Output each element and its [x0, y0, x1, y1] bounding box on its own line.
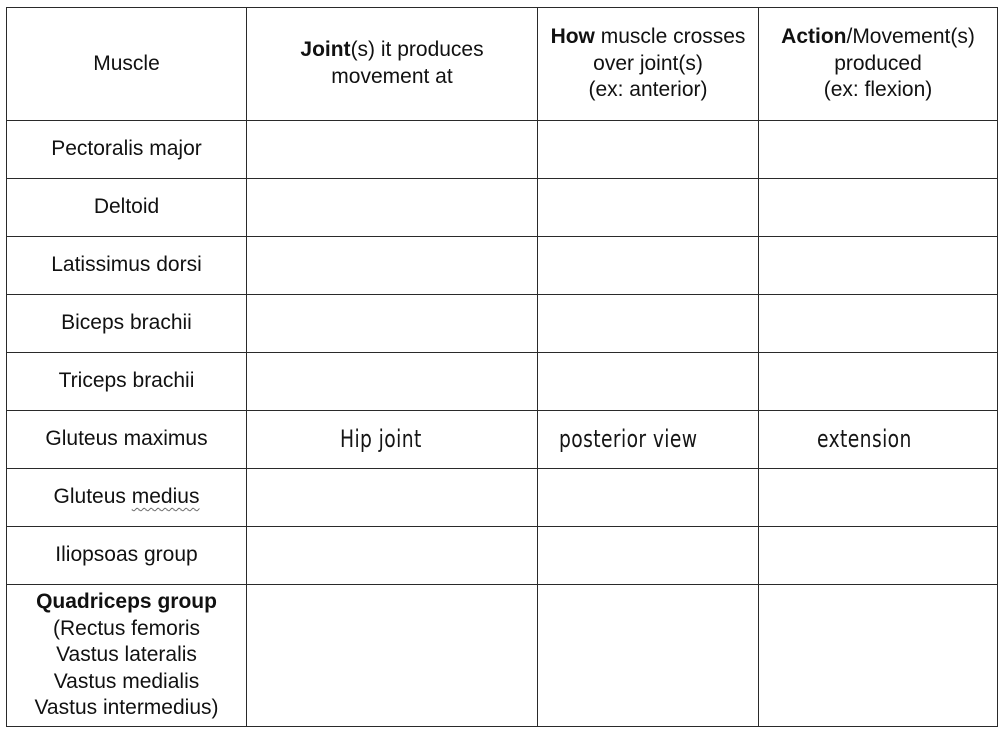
muscle-cell: Triceps brachii — [7, 353, 247, 411]
table-row — [7, 295, 998, 353]
how-cell[interactable] — [538, 121, 759, 179]
muscle-group-member: Vastus intermedius) — [34, 696, 219, 720]
action-cell[interactable] — [759, 179, 998, 237]
muscle-worksheet — [6, 7, 998, 727]
how-cell[interactable] — [538, 237, 759, 295]
header-action — [759, 8, 998, 121]
table-row — [7, 353, 998, 411]
how-cell[interactable] — [538, 527, 759, 585]
how-cell[interactable] — [538, 295, 759, 353]
header-muscle: Muscle — [7, 8, 247, 121]
how-cell[interactable] — [538, 411, 759, 469]
header-how-bold: How — [550, 25, 595, 49]
table-row — [7, 585, 998, 727]
muscle-table — [6, 7, 998, 727]
joint-cell[interactable] — [247, 121, 538, 179]
spellcheck-underlined-word: medius — [131, 485, 200, 509]
handwritten-answer: extension — [817, 425, 913, 454]
table-row — [7, 527, 998, 585]
joint-cell[interactable] — [247, 411, 538, 469]
joint-cell[interactable] — [247, 179, 538, 237]
table-row — [7, 411, 998, 469]
header-joint — [247, 8, 538, 121]
muscle-cell: Latissimus dorsi — [7, 237, 247, 295]
table-row — [7, 469, 998, 527]
table-row — [7, 237, 998, 295]
how-cell[interactable] — [538, 585, 759, 727]
muscle-cell: Pectoralis major — [7, 121, 247, 179]
action-cell[interactable] — [759, 121, 998, 179]
muscle-name-part: Gluteus — [53, 485, 132, 509]
table-row — [7, 179, 998, 237]
joint-cell[interactable] — [247, 353, 538, 411]
joint-cell[interactable] — [247, 295, 538, 353]
muscle-group-title: Quadriceps group — [36, 589, 217, 613]
muscle-cell — [7, 585, 247, 727]
header-row — [7, 8, 998, 121]
muscle-cell — [7, 469, 247, 527]
action-cell[interactable] — [759, 585, 998, 727]
how-cell[interactable] — [538, 179, 759, 237]
handwritten-answer: Hip joint — [339, 425, 422, 454]
joint-cell[interactable] — [247, 527, 538, 585]
muscle-group-member: Vastus lateralis — [56, 643, 197, 667]
action-cell[interactable] — [759, 353, 998, 411]
how-cell[interactable] — [538, 353, 759, 411]
action-cell[interactable] — [759, 469, 998, 527]
header-joint-bold: Joint — [300, 38, 351, 62]
muscle-cell: Deltoid — [7, 179, 247, 237]
muscle-group-member: Vastus medialis — [53, 669, 200, 693]
handwritten-answer: posterior view — [559, 425, 698, 454]
header-action-rest: /Movement(s) produced — [834, 25, 975, 75]
header-how — [538, 8, 759, 121]
muscle-cell: Gluteus maximus — [7, 411, 247, 469]
muscle-group-member: (Rectus femoris — [52, 616, 201, 640]
table-row — [7, 121, 998, 179]
header-joint-rest: (s) it produces movement at — [331, 38, 484, 88]
joint-cell[interactable] — [247, 469, 538, 527]
action-cell[interactable] — [759, 295, 998, 353]
joint-cell[interactable] — [247, 585, 538, 727]
header-how-rest: muscle crosses over joint(s) — [593, 25, 746, 75]
muscle-cell: Iliopsoas group — [7, 527, 247, 585]
header-action-bold: Action — [781, 25, 847, 49]
muscle-cell: Biceps brachii — [7, 295, 247, 353]
action-cell[interactable] — [759, 411, 998, 469]
header-how-example: (ex: anterior) — [588, 78, 708, 102]
joint-cell[interactable] — [247, 237, 538, 295]
how-cell[interactable] — [538, 469, 759, 527]
action-cell[interactable] — [759, 237, 998, 295]
header-action-example: (ex: flexion) — [823, 78, 933, 102]
action-cell[interactable] — [759, 527, 998, 585]
